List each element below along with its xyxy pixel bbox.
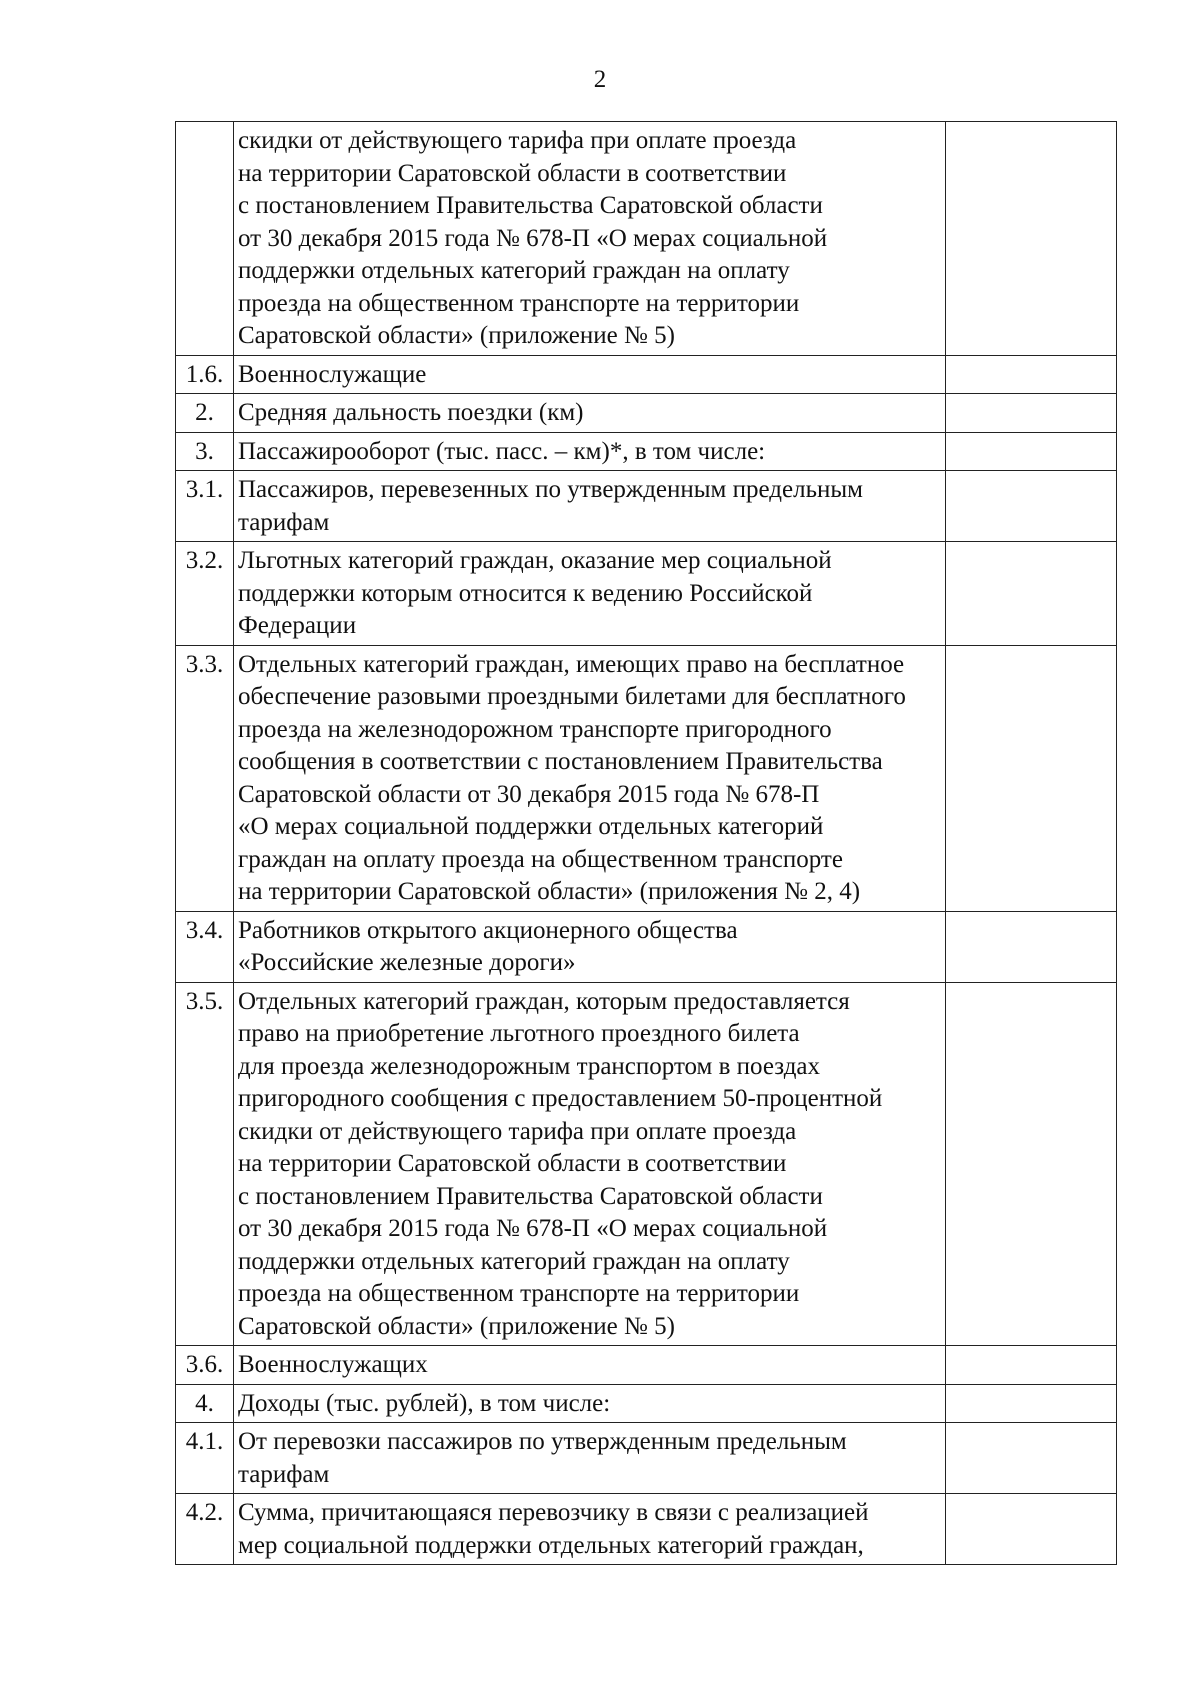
row-description: От перевозки пассажиров по утвержденным предельным тарифам <box>234 1423 946 1494</box>
table-row <box>176 432 1117 471</box>
row-description: Средняя дальность поездки (км) <box>234 394 946 433</box>
row-value-cell[interactable] <box>946 982 1117 1346</box>
row-value-cell[interactable] <box>946 394 1117 433</box>
row-number: 1.6. <box>176 355 234 394</box>
table-row <box>176 1494 1117 1565</box>
table-row <box>176 355 1117 394</box>
table-row <box>176 911 1117 982</box>
table-row <box>176 982 1117 1346</box>
row-description: Военнослужащие <box>234 355 946 394</box>
row-value-cell[interactable] <box>946 542 1117 646</box>
row-value-cell[interactable] <box>946 471 1117 542</box>
row-number: 3.6. <box>176 1346 234 1385</box>
page-number: 2 <box>593 66 607 93</box>
table-row <box>176 471 1117 542</box>
table-row <box>176 1384 1117 1423</box>
row-number: 3.2. <box>176 542 234 646</box>
row-value-cell[interactable] <box>946 645 1117 911</box>
row-value-cell[interactable] <box>946 911 1117 982</box>
table-row <box>176 1346 1117 1385</box>
row-number: 4. <box>176 1384 234 1423</box>
row-description: Пассажирооборот (тыс. пасс. – км)*, в том числе: <box>234 432 946 471</box>
row-description: Военнослужащих <box>234 1346 946 1385</box>
row-value-cell[interactable] <box>946 432 1117 471</box>
row-number: 3. <box>176 432 234 471</box>
row-number: 4.2. <box>176 1494 234 1565</box>
row-number: 3.3. <box>176 645 234 911</box>
table-row <box>176 542 1117 646</box>
row-value-cell[interactable] <box>946 355 1117 394</box>
row-value-cell[interactable] <box>946 1494 1117 1565</box>
row-value-cell[interactable] <box>946 1384 1117 1423</box>
row-number: 4.1. <box>176 1423 234 1494</box>
table-row <box>176 645 1117 911</box>
row-description: скидки от действующего тарифа при оплате проезда на территории Саратовской области в соответствии с постановлением Правительства Саратовской области от 30 декабря 2015 года № 678-П «О мерах социальной поддержки отдельных категорий граждан на оплату проезда на общественном транспорте на территории Саратовской области» (приложение № 5) <box>234 122 946 356</box>
row-description: Работников открытого акционерного общества «Российские железные дороги» <box>234 911 946 982</box>
row-description: Отдельных категорий граждан, имеющих право на бесплатное обеспечение разовыми проездными билетами для бесплатного проезда на железнодорожном транспорте пригородного сообщения в соответствии с постановлением Правительства Саратовской области от 30 декабря 2015 года № 678-П «О мерах социальной поддержки отдельных категорий граждан на оплату проезда на общественном транспорте на территории Саратовской области» (приложения № 2, 4) <box>234 645 946 911</box>
row-number: 3.5. <box>176 982 234 1346</box>
row-description: Доходы (тыс. рублей), в том числе: <box>234 1384 946 1423</box>
row-value-cell[interactable] <box>946 1423 1117 1494</box>
table-row <box>176 1423 1117 1494</box>
table-row <box>176 122 1117 356</box>
indicators-table <box>175 121 1117 1565</box>
row-number <box>176 122 234 356</box>
row-number: 3.1. <box>176 471 234 542</box>
row-description: Сумма, причитающаяся перевозчику в связи с реализацией мер социальной поддержки отдельных категорий граждан, <box>234 1494 946 1565</box>
row-value-cell[interactable] <box>946 122 1117 356</box>
row-number: 3.4. <box>176 911 234 982</box>
table-row <box>176 394 1117 433</box>
row-description: Льготных категорий граждан, оказание мер социальной поддержки которым относится к ведению Российской Федерации <box>234 542 946 646</box>
row-description: Пассажиров, перевезенных по утвержденным предельным тарифам <box>234 471 946 542</box>
row-value-cell[interactable] <box>946 1346 1117 1385</box>
row-number: 2. <box>176 394 234 433</box>
row-description: Отдельных категорий граждан, которым предоставляется право на приобретение льготного проездного билета для проезда железнодорожным транспортом в поездах пригородного сообщения с предоставлением 50-процентной скидки от действующего тарифа при оплате проезда на территории Саратовской области в соответствии с постановлением Правительства Саратовской области от 30 декабря 2015 года № 678-П «О мерах социальной поддержки отдельных категорий граждан на оплату проезда на общественном транспорте на территории Саратовской области» (приложение № 5) <box>234 982 946 1346</box>
